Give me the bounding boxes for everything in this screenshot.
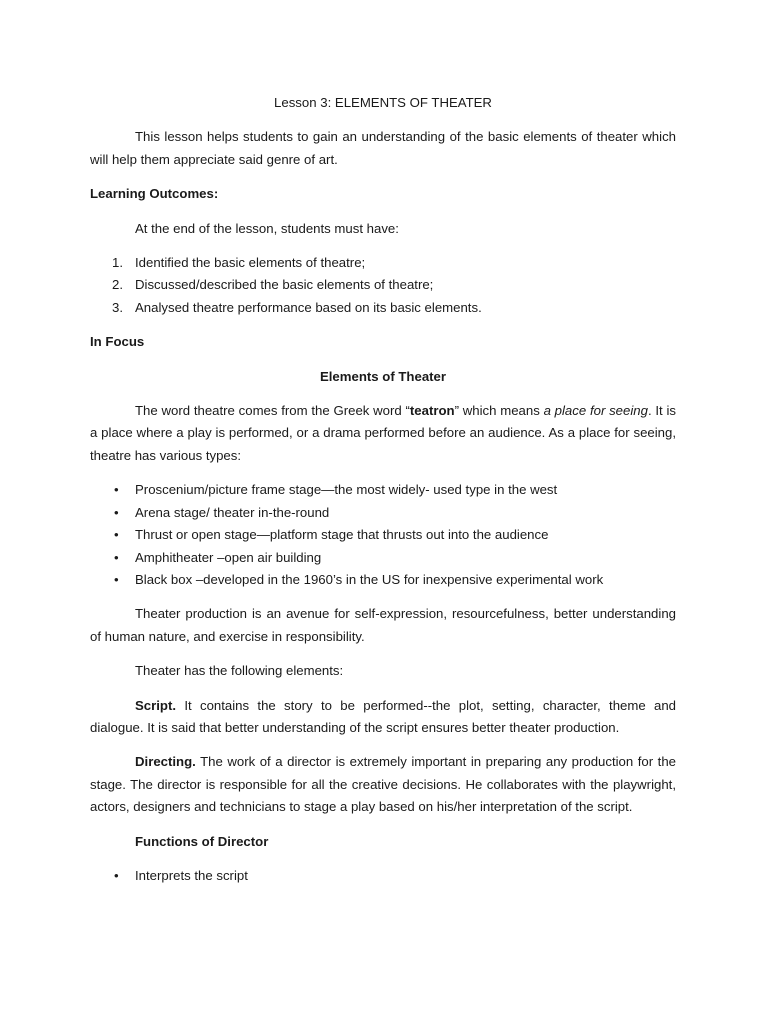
- paragraph-text: . It is a place where a play is performed, or a drama performed before an audience. As a place for seeing, theatre has various types:: [90, 403, 676, 463]
- bullet-icon: •: [114, 482, 119, 498]
- list-number: 3.: [112, 299, 123, 315]
- outcomes-list: [90, 252, 676, 319]
- outcomes-lead: At the end of the lesson, students must have:: [135, 220, 399, 236]
- list-item-text: Analysed theatre performance based on its basic elements.: [135, 299, 482, 315]
- theatre-word-paragraph: [90, 400, 676, 467]
- in-focus-heading: In Focus: [90, 334, 145, 350]
- list-item-text: Discussed/described the basic elements of theatre;: [135, 277, 434, 293]
- bullet-icon: •: [114, 549, 119, 565]
- teatron-term: teatron: [409, 403, 455, 419]
- list-item-text: Black box –developed in the 1960’s in the US for inexpensive experimental work: [135, 571, 604, 587]
- document-content: [90, 92, 676, 887]
- list-item: [90, 297, 676, 319]
- bullet-icon: •: [114, 504, 119, 520]
- section-heading: Elements of Theater: [319, 368, 447, 384]
- list-item: [90, 502, 676, 524]
- list-item: [90, 479, 676, 501]
- script-paragraph: [90, 695, 676, 740]
- elements-lead: Theater has the following elements:: [135, 663, 344, 679]
- directing-label: Directing.: [135, 754, 196, 770]
- bullet-icon: •: [114, 867, 119, 883]
- list-item-text: Identified the basic elements of theatre;: [135, 255, 366, 271]
- list-item-text: Interprets the script: [135, 867, 248, 883]
- list-item: [90, 569, 676, 591]
- director-functions-list: [90, 865, 676, 887]
- paragraph-text: The word theatre comes from the Greek word “: [135, 403, 410, 419]
- list-number: 1.: [112, 255, 123, 271]
- theatre-types-list: [90, 479, 676, 591]
- place-for-seeing-phrase: a place for seeing: [543, 403, 648, 419]
- script-label: Script.: [135, 697, 177, 713]
- list-item: [90, 524, 676, 546]
- list-item: [90, 865, 676, 887]
- functions-heading: Functions of Director: [135, 833, 269, 849]
- bullet-icon: •: [114, 571, 119, 587]
- learning-outcomes-heading: Learning Outcomes:: [90, 186, 219, 202]
- bullet-icon: •: [114, 527, 119, 543]
- list-item: [90, 547, 676, 569]
- directing-paragraph: [90, 751, 676, 818]
- list-item: [90, 274, 676, 296]
- script-text: It contains the story to be performed--the plot, setting, character, theme and dialogue. It is said that better understanding of the script ensures better theater production.: [90, 697, 676, 735]
- lesson-title: Lesson 3: ELEMENTS OF THEATER: [274, 95, 492, 110]
- list-item-text: Arena stage/ theater in-the-round: [135, 504, 330, 520]
- list-item-text: Amphitheater –open air building: [135, 549, 322, 565]
- directing-text: The work of a director is extremely important in preparing any production for the stage. The director is responsible for all the creative decisions. He collaborates with the playwright, actors, designers and technicians to stage a play based on his/her interpretation of the script.: [90, 754, 676, 815]
- intro-paragraph: This lesson helps students to gain an understanding of the basic elements of theater which will help them appreciate said genre of art.: [90, 129, 676, 167]
- list-item-text: Thrust or open stage—platform stage that thrusts out into the audience: [135, 527, 549, 543]
- list-item: [90, 252, 676, 274]
- paragraph-text: ” which means: [454, 403, 544, 419]
- list-item-text: Proscenium/picture frame stage—the most widely- used type in the west: [135, 482, 558, 498]
- list-number: 2.: [112, 277, 123, 293]
- production-paragraph: Theater production is an avenue for self-expression, resourcefulness, better understanding of human nature, and exercise in responsibility.: [90, 606, 676, 644]
